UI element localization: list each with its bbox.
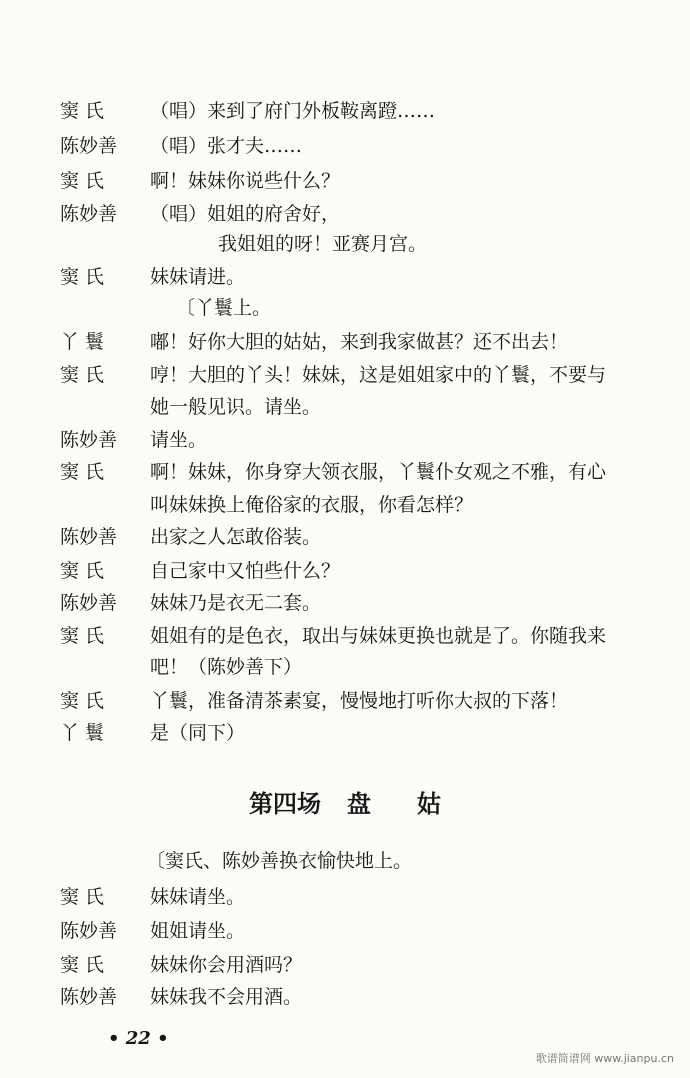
dialogue-text: 丫鬟，准备清茶素宴，慢慢地打听你大叔的下落！ bbox=[150, 690, 569, 712]
speaker-name: 窦 氏 bbox=[60, 954, 105, 976]
page-number: • 22 • bbox=[108, 1028, 169, 1049]
dialogue-text: 出家之人怎敢俗装。 bbox=[150, 526, 322, 548]
dialogue-text: 哼！大胆的丫头！妹妹，这是姐姐家中的丫鬟，不要与 bbox=[150, 364, 607, 386]
speaker-name: 丫 鬟 bbox=[60, 331, 105, 353]
watermark: 歌谱简谱网 www.jianpu.cn bbox=[535, 1052, 674, 1065]
dialogue-text: 吧！（陈妙善下） bbox=[150, 656, 303, 678]
speaker-name: 窦 氏 bbox=[60, 461, 105, 483]
speaker-name: 陈妙善 bbox=[60, 920, 118, 942]
speaker-name: 陈妙善 bbox=[60, 986, 118, 1008]
dialogue-text: 姐姐请坐。 bbox=[150, 920, 246, 942]
speaker-name: 陈妙善 bbox=[60, 203, 118, 225]
dialogue-text: 妹妹你会用酒吗？ bbox=[150, 954, 303, 976]
speaker-name: 窦 氏 bbox=[60, 100, 105, 122]
dialogue-text: （唱）来到了府门外板鞍离蹬…… bbox=[150, 100, 436, 122]
dialogue-text: 请坐。 bbox=[150, 429, 208, 451]
speaker-name: 丫 鬟 bbox=[60, 722, 105, 744]
dialogue-text: 啊！妹妹，你身穿大领衣服，丫鬟仆女观之不雅，有心 bbox=[150, 461, 607, 483]
stage-direction-text: 〔丫鬟上。 bbox=[176, 297, 272, 319]
dialogue-text: 妹妹我不会用酒。 bbox=[150, 986, 303, 1008]
dialogue-text: 啊！妹妹你说些什么？ bbox=[150, 170, 341, 192]
speaker-name: 陈妙善 bbox=[60, 526, 118, 548]
scene-heading bbox=[0, 790, 690, 818]
speaker-name: 陈妙善 bbox=[60, 592, 118, 614]
dialogue-text: 叫妹妹换上俺俗家的衣服，你看怎样？ bbox=[150, 494, 474, 516]
dialogue-text: 嘟！好你大胆的姑姑，来到我家做甚？还不出去！ bbox=[150, 331, 569, 353]
dialogue-text: 妹妹请坐。 bbox=[150, 886, 246, 908]
dialogue-text: 妹妹乃是衣无二套。 bbox=[150, 592, 322, 614]
speaker-name: 窦 氏 bbox=[60, 886, 105, 908]
speaker-name: 窦 氏 bbox=[60, 364, 105, 386]
dialogue-text: （唱）张才夫…… bbox=[150, 135, 303, 157]
speaker-name: 窦 氏 bbox=[60, 560, 105, 582]
dialogue-text: 她一般见识。请坐。 bbox=[150, 396, 322, 418]
dialogue-text: 我姐姐的呀！亚赛月宫。 bbox=[218, 233, 428, 255]
speaker-name: 窦 氏 bbox=[60, 170, 105, 192]
stage-direction-text: 〔窦氏、陈妙善换衣愉快地上。 bbox=[146, 850, 413, 872]
speaker-name: 窦 氏 bbox=[60, 266, 105, 288]
speaker-name: 窦 氏 bbox=[60, 625, 105, 647]
speaker-name: 陈妙善 bbox=[60, 135, 118, 157]
scene-number: 第四场 bbox=[249, 789, 321, 818]
dialogue-text: 姐姐有的是色衣，取出与妹妹更换也就是了。你随我来 bbox=[150, 625, 607, 647]
dialogue-text: 妹妹请进。 bbox=[150, 266, 246, 288]
dialogue-text: （唱）姐姐的府舍好， bbox=[150, 203, 341, 225]
scene-title-char: 姑 bbox=[417, 789, 441, 818]
dialogue-text: 是（同下） bbox=[150, 722, 246, 744]
speaker-name: 窦 氏 bbox=[60, 690, 105, 712]
speaker-name: 陈妙善 bbox=[60, 429, 118, 451]
dialogue-text: 自己家中又怕些什么？ bbox=[150, 560, 341, 582]
scene-title-char: 盘 bbox=[347, 789, 371, 818]
